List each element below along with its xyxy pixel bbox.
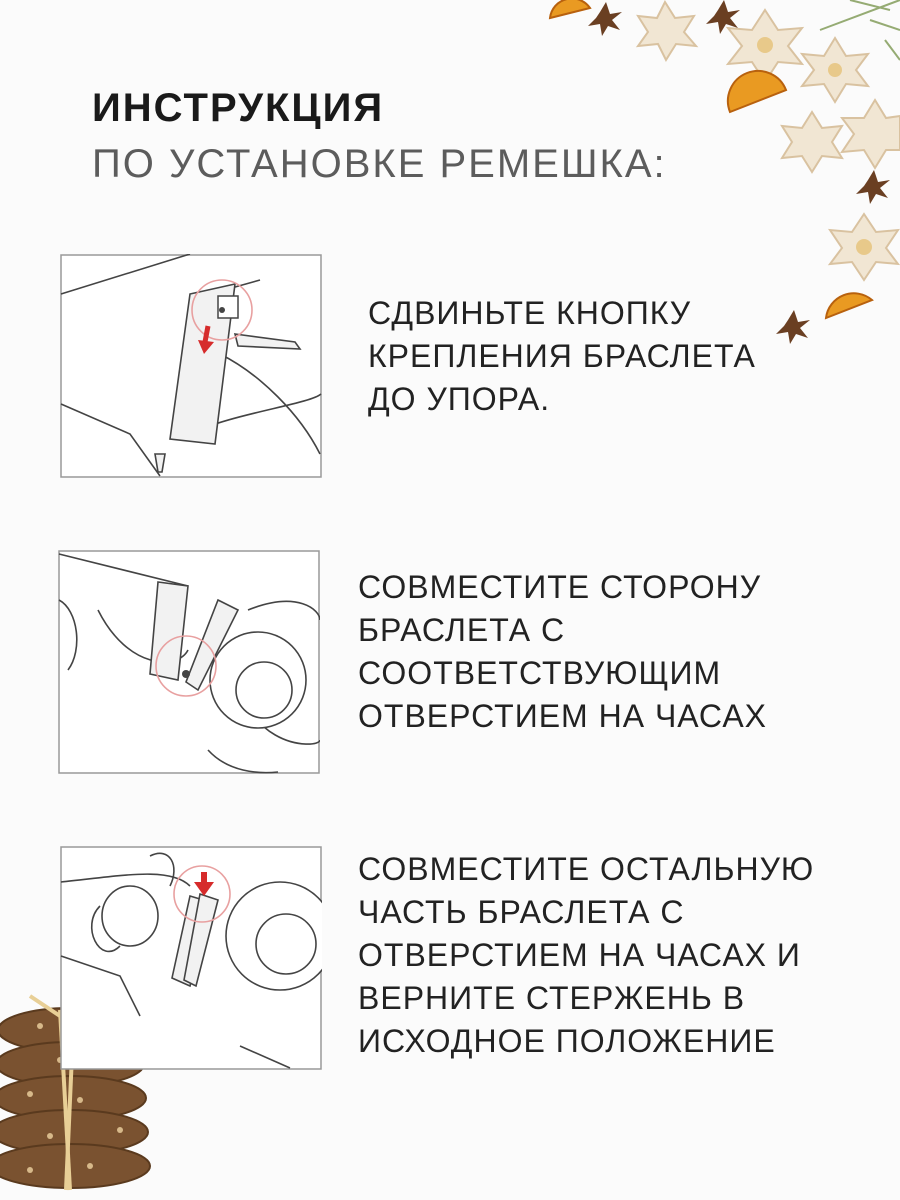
align-side-illustration — [58, 550, 320, 774]
step-2-line: СОВМЕСТИТЕ СТОРОНУ — [358, 569, 762, 605]
page-title: ИНСТРУКЦИЯ — [92, 86, 385, 130]
step-3-line: ОТВЕРСТИЕМ НА ЧАСАХ И — [358, 937, 801, 973]
slide-button-illustration — [60, 254, 322, 478]
step-3-line: ЧАСТЬ БРАСЛЕТА С — [358, 894, 685, 930]
step-2-text — [358, 566, 767, 738]
step-1-text — [368, 292, 756, 421]
step-1-line: ДО УПОРА. — [368, 381, 551, 417]
step-1-line: СДВИНЬТЕ КНОПКУ — [368, 295, 692, 331]
page-subtitle: ПО УСТАНОВКЕ РЕМЕШКА: — [92, 142, 667, 186]
step-2-line: СООТВЕТСТВУЮЩИМ — [358, 655, 722, 691]
step-3-line: ВЕРНИТЕ СТЕРЖЕНЬ В — [358, 980, 746, 1016]
step-2-line: БРАСЛЕТА С — [358, 612, 566, 648]
step-1-line: КРЕПЛЕНИЯ БРАСЛЕТА — [368, 338, 756, 374]
step-2-line: ОТВЕРСТИЕМ НА ЧАСАХ — [358, 698, 767, 734]
step-3-text — [358, 848, 814, 1063]
attach-rest-illustration — [60, 846, 322, 1070]
step-3-line: ИСХОДНОЕ ПОЛОЖЕНИЕ — [358, 1023, 776, 1059]
step-3-line: СОВМЕСТИТЕ ОСТАЛЬНУЮ — [358, 851, 815, 887]
